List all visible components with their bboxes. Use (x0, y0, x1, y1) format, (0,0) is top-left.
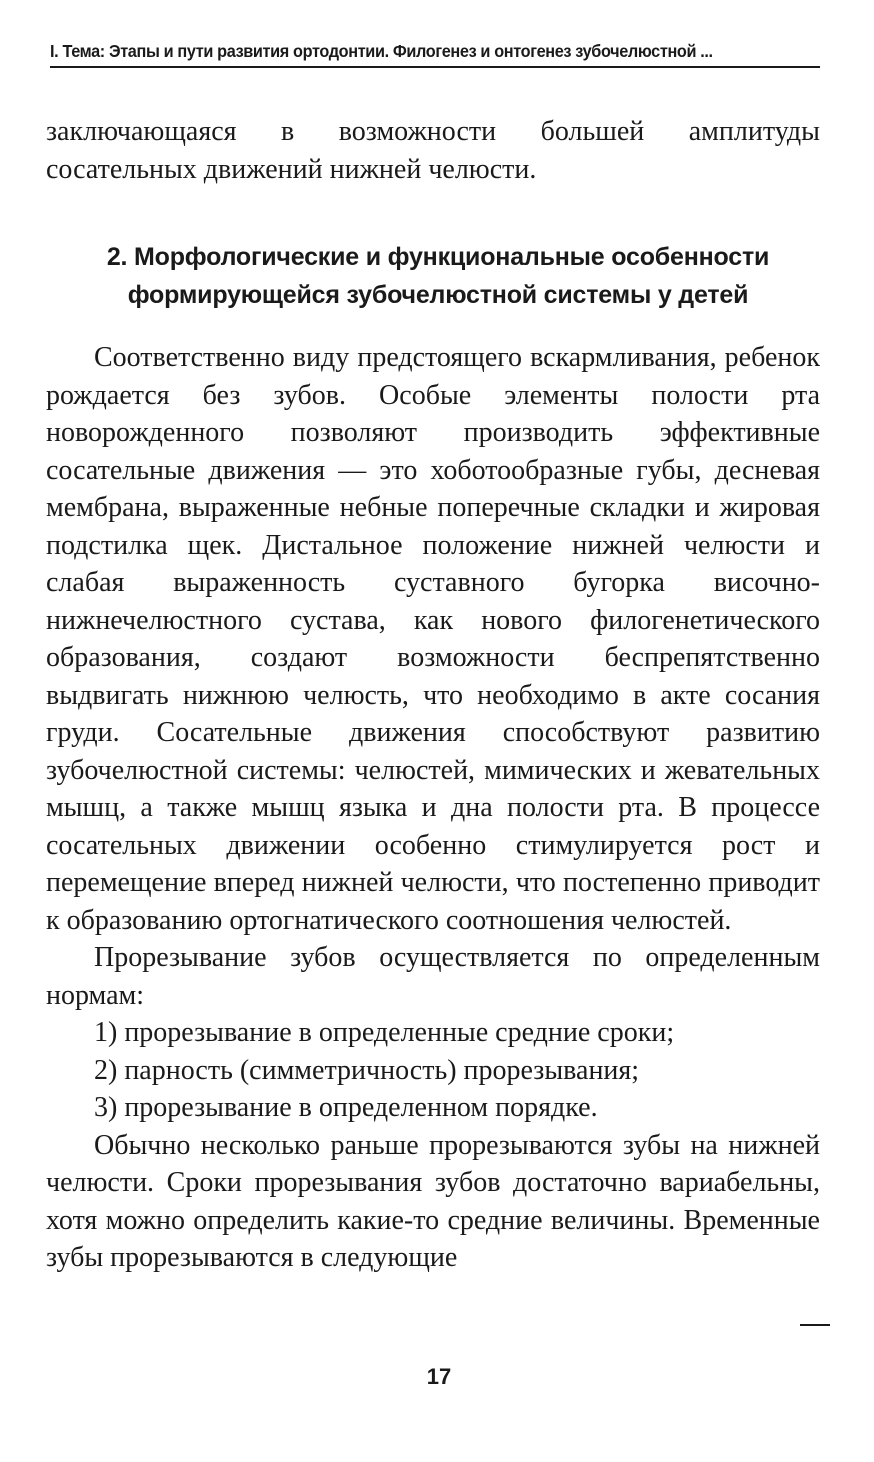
paragraph-3: Обычно несколько раньше прорезываются зубы на нижней челюсти. Сроки прорезывания зубов достаточно вариабельны, хотя можно определить какие-то средние величины. Временные зубы прорезываются в следующие (46, 1129, 820, 1273)
body-text (46, 339, 820, 1277)
paragraph-2: Прорезывание зубов осуществляется по определенным нормам: (46, 942, 820, 1011)
continuation-text (46, 113, 820, 188)
page-number: 17 (426, 1364, 452, 1389)
running-header: I. Тема: Этапы и пути развития ортодонтии. Филогенез и онтогенез зубочелюстной ... (50, 36, 820, 68)
section-title: 2. Морфологические и функциональные особенности формирующейся зубочелюстной системы у детей (106, 243, 770, 309)
list-item: 1) прорезывание в определенные средние сроки; (94, 1017, 675, 1048)
list-item: 2) парность (симметричность) прорезывания; (94, 1054, 640, 1086)
paragraph-1: Соответственно виду предстоящего вскармливания, ребенок рождается без зубов. Особые элементы полости рта новорожденного позволяют производить эффективные сосательные движения — это хоботообразные губы, десневая мембрана, выраженные небные поперечные складки и жировая подстилка щек. Дистальное положение нижней челюсти и слабая выраженность суставного бугорка височно-нижнечелюстного сустава, как нового филогенетического образования, создают возможности беспрепятственно выдвигать нижнюю челюсть, что необходимо в акте сосания груди. Сосательные движения способствуют развитию зубочелюстной системы: челюстей, мимических и жевательных мышц, а также мышц языка и дна полости рта. В процессе сосательных движении особенно стимулируется рост и перемещение вперед нижней челюсти, что постепенно приводит к образованию ортогнатического соотношения челюстей. (46, 342, 820, 936)
continuation-dash (800, 1324, 830, 1326)
continuation-paragraph: заключающаяся в возможности большей амплитуды сосательных движений нижней челюсти. (46, 116, 820, 185)
list-item: 3) прорезывание в определенном порядке. (94, 1092, 598, 1123)
